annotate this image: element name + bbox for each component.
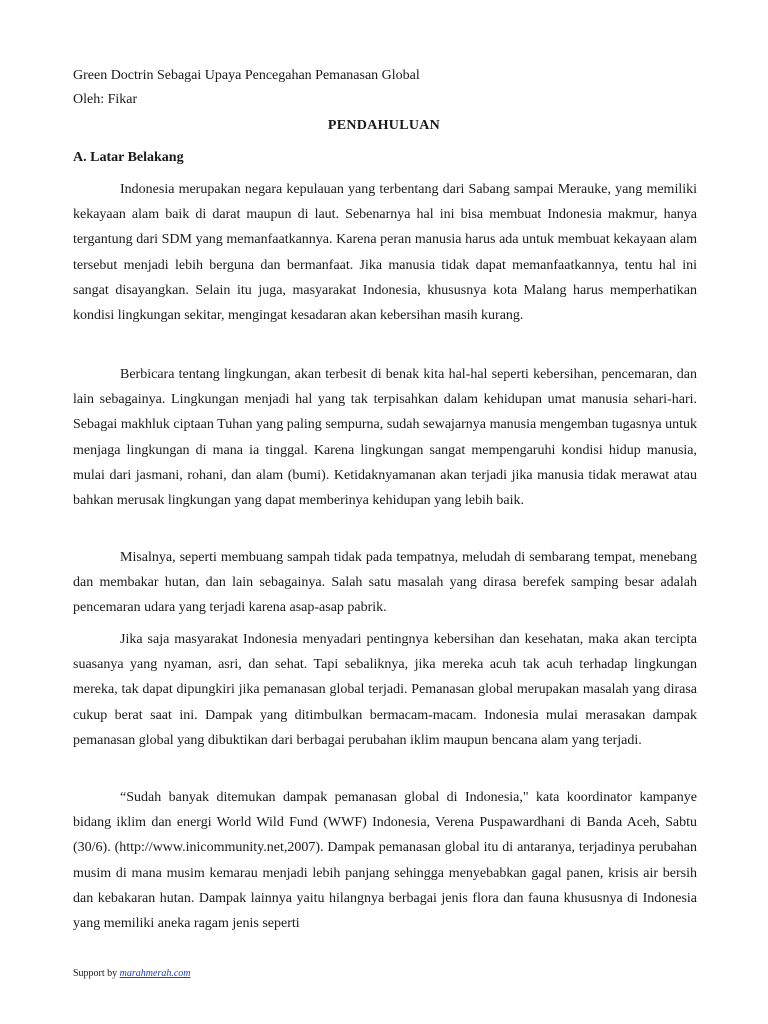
body-paragraph: “Sudah banyak ditemukan dampak pemanasan global di Indonesia," kata koordinator kampanye bidang iklim dan energi World Wild Fund (WWF) Indonesia, Verena Puspawardhani di Banda Aceh, Sabtu (30/6). (http://www.inicommunity.net,2007). Dampak pemanasan global itu di antaranya, terjadinya perubahan musim di mana musim kemarau menjadi lebih panjang sehingga menyebabkan gagal panen, krisis air bersih dan kebakaran hutan. Dampak lainnya yaitu hilangnya berbagai jenis flora dan fauna khususnya di Indonesia yang memiliki aneka ragam jenis seperti [73, 790, 697, 932]
subsection-heading: A. Latar Belakang [73, 150, 184, 165]
document-author: Oleh: Fikar [73, 92, 138, 107]
page-footer [73, 967, 191, 981]
section-heading: PENDAHULUAN [327, 118, 441, 133]
footer-prefix: Support by [73, 968, 120, 979]
body-paragraph: Indonesia merupakan negara kepulauan yang terbentang dari Sabang sampai Merauke, yang memiliki kekayaan alam baik di darat maupun di laut. Sebenarnya hal ini bisa membuat Indonesia makmur, hanya tergantung dari SDM yang memanfaatkannya. Karena peran manusia harus ada untuk membuat kekayaan alam tersebut menjadi lebih berguna dan bermanfaat. Jika manusia tidak dapat memanfaatkannya, tentu hal ini sangat disayangkan. Selain itu juga, masyarakat Indonesia, khususnya kota Malang harus memperhatikan kondisi lingkungan sekitar, mengingat kesadaran akan kebersihan masih kurang. [73, 182, 697, 324]
body-paragraph: Berbicara tentang lingkungan, akan terbesit di benak kita hal-hal seperti kebersihan, pencemaran, dan lain sebagainya. Lingkungan menjadi hal yang tak terpisahkan dalam kehidupan umat manusia sehari-hari. Sebagai makhluk ciptaan Tuhan yang paling sempurna, sudah sewajarnya manusia mengemban tugasnya untuk menjaga lingkungan di mana ia tinggal. Karena lingkungan sangat mempengaruhi kondisi hidup manusia, mulai dari jasmani, rohani, dan alam (bumi). Ketidaknyamanan akan terjadi jika manusia tidak merawat atau bahkan merusak lingkungan yang dapat memberinya kehidupan yang lebih baik. [73, 367, 697, 509]
body-paragraph: Jika saja masyarakat Indonesia menyadari pentingnya kebersihan dan kesehatan, maka akan tercipta suasanya yang nyaman, asri, dan sehat. Tapi sebaliknya, jika mereka acuh tak acuh terhadap lingkungan mereka, tak dapat dipungkiri jika pemanasan global terjadi. Pemanasan global merupakan masalah yang dirasa cukup berat saat ini. Dampak yang ditimbulkan bermacam-macam. Indonesia mulai merasakan dampak pemanasan global yang dibuktikan dari berbagai perubahan iklim maupun bencana alam yang terjadi. [73, 632, 697, 748]
footer-link[interactable]: marahmerah.com [119, 968, 191, 979]
document-title: Green Doctrin Sebagai Upaya Pencegahan Pemanasan Global [73, 68, 420, 83]
body-paragraph: Misalnya, seperti membuang sampah tidak pada tempatnya, meludah di sembarang tempat, menebang dan membakar hutan, dan lain sebagainya. Salah satu masalah yang dirasa berefek samping besar adalah pencemaran udara yang terjadi karena asap-asap pabrik. [73, 550, 697, 616]
